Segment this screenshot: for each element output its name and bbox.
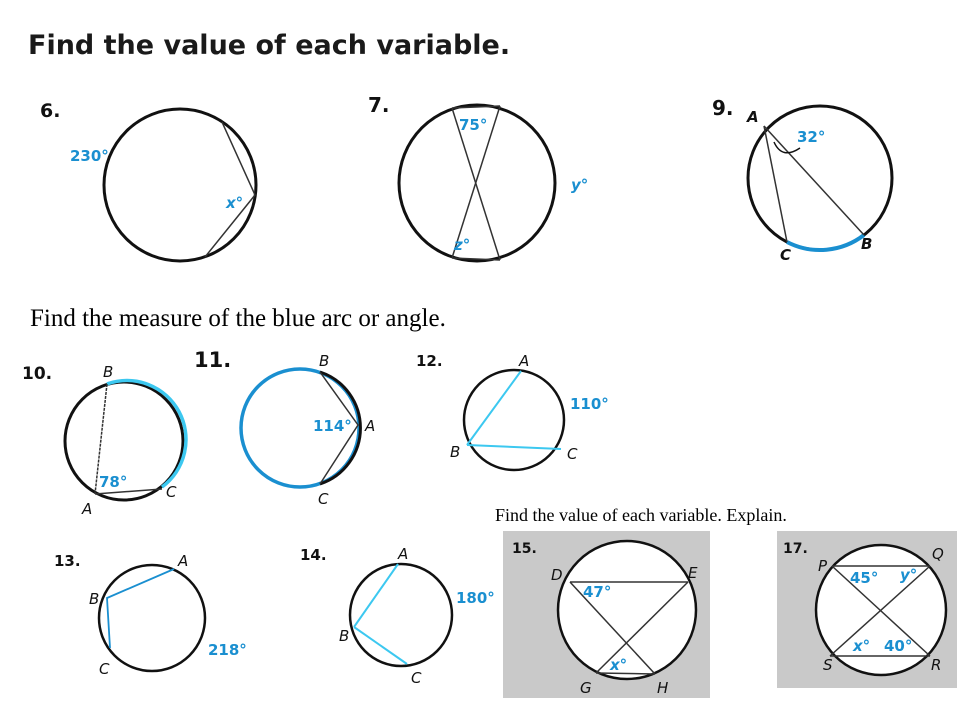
point-label-10-c: C	[166, 483, 177, 501]
problem-number-13: 13.	[54, 552, 81, 570]
angle-label-15-1: 47°	[583, 583, 612, 601]
point-label-17-r: R	[931, 656, 942, 674]
angle-label-17-1: 45°	[850, 569, 879, 587]
angle-label-17-2: y°	[900, 566, 918, 584]
angle-label-7-bottom: z°	[454, 236, 471, 254]
point-label-17-s: S	[823, 656, 833, 674]
point-label-13-a: A	[178, 552, 189, 570]
arc-label-14: 180°	[456, 589, 495, 607]
angle-label-17-4: 40°	[884, 637, 913, 655]
point-label-11-b: B	[319, 352, 330, 370]
arc-label-7-right: y°	[571, 176, 589, 194]
point-label-11-a: A	[365, 417, 376, 435]
point-label-10-a: A	[82, 500, 93, 518]
circle-6	[104, 109, 256, 261]
problem-number-12: 12.	[416, 352, 443, 370]
point-label-15-g: G	[580, 679, 592, 697]
arc-label-13: 218°	[208, 641, 247, 659]
point-label-17-p: P	[818, 557, 828, 575]
problem-number-10: 10.	[22, 364, 53, 384]
figure-15	[551, 541, 698, 697]
inscribed-angle-13	[107, 569, 174, 648]
circle-12	[464, 370, 564, 470]
page-title: Find the value of each variable.	[28, 30, 511, 61]
angle-label-15-2: x°	[610, 656, 628, 674]
blue-arc-9	[787, 235, 864, 250]
point-label-10-b: B	[103, 363, 114, 381]
angle-label-10: 78°	[99, 473, 128, 491]
inscribed-angle-6	[205, 122, 255, 257]
point-label-12-c: C	[567, 445, 578, 463]
angle-label-9: 32°	[797, 128, 826, 146]
section3-instruction: Find the value of each variable. Explain.	[495, 505, 787, 525]
problem-number-9: 9.	[712, 96, 734, 120]
figure-10	[65, 363, 186, 518]
point-label-13-b: B	[89, 590, 100, 608]
point-label-9-b: B	[861, 235, 873, 253]
angle-label-17-3: x°	[853, 637, 871, 655]
point-label-14-b: B	[339, 627, 350, 645]
problem-number-15: 15.	[512, 541, 537, 557]
figure-6	[70, 109, 256, 261]
circle-13	[99, 565, 205, 671]
angle-label-11: 114°	[313, 417, 352, 435]
problem-number-6: 6.	[40, 100, 61, 122]
chord-14-ab	[354, 564, 398, 627]
point-label-15-e: E	[688, 564, 698, 582]
figure-17	[816, 545, 946, 675]
chord-12-ab	[467, 371, 521, 445]
figure-11	[241, 352, 375, 508]
point-label-11-c: C	[318, 490, 329, 508]
angle-label-7-top: 75°	[459, 116, 488, 134]
figure-13	[89, 552, 247, 678]
section2-instruction: Find the measure of the blue arc or angle.	[30, 305, 446, 332]
point-label-12-a: A	[519, 352, 530, 370]
arc-label-12: 110°	[570, 395, 609, 413]
figure-9	[746, 106, 892, 264]
point-label-12-b: B	[450, 443, 461, 461]
arc-label-6: 230°	[70, 147, 109, 165]
circle-14	[350, 564, 452, 666]
point-label-9-a: A	[747, 108, 759, 126]
point-label-13-c: C	[99, 660, 110, 678]
problem-number-11: 11.	[194, 348, 232, 372]
chord-12-bc	[467, 445, 561, 449]
figure-14	[339, 545, 495, 687]
figure-7	[399, 105, 588, 261]
angle-label-6: x°	[226, 194, 244, 212]
point-label-14-c: C	[411, 669, 422, 687]
problem-number-7: 7.	[368, 93, 390, 117]
point-label-15-h: H	[657, 679, 669, 697]
problem-number-17: 17.	[783, 541, 808, 557]
problem-number-14: 14.	[300, 546, 327, 564]
chord-14-bc	[354, 627, 407, 664]
point-label-15-d: D	[551, 566, 563, 584]
point-label-14-a: A	[398, 545, 409, 563]
figure-12	[450, 352, 609, 470]
point-label-17-q: Q	[932, 545, 944, 563]
point-label-9-c: C	[780, 246, 792, 264]
